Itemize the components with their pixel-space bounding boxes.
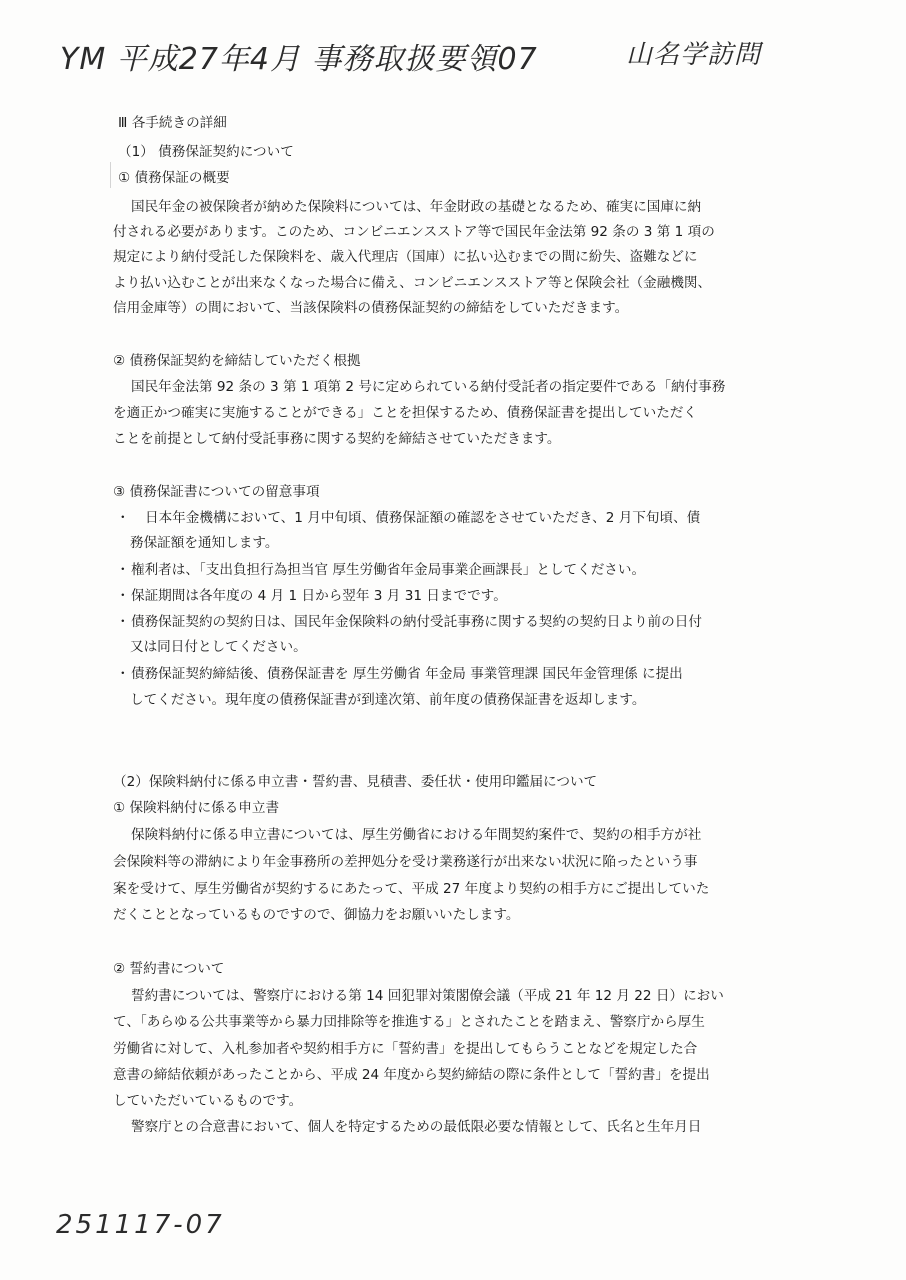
subsection-heading-1: （1） 債務保証契約について xyxy=(118,144,294,160)
paragraph-line: 信用金庫等）の間において、当該保険料の債務保証契約の締結をしていただきます。 xyxy=(113,300,629,316)
handwritten-name-note: 山名学訪問 xyxy=(626,40,762,70)
bullet: ・ xyxy=(116,666,130,682)
handwritten-header-note: YM 平成27年4月 事務取扱要領07 xyxy=(60,42,538,77)
bullet: ・ xyxy=(116,510,130,526)
paragraph-line: を適正かつ確実に実施することができる」ことを担保するため、債務保証書を提出していただく xyxy=(113,405,697,421)
paragraph-line: 保険料納付に係る申立書については、厚生労働省における年間契約案件で、契約の相手方が社 xyxy=(131,827,702,843)
bullet-item-line: してください。現年度の債務保証書が到達次第、前年度の債務保証書を返却します。 xyxy=(130,692,646,708)
paragraph-line: 警察庁との合意書において、個人を特定するための最低限必要な情報として、氏名と生年月日 xyxy=(131,1119,702,1135)
paragraph-line: 国民年金の被保険者が納めた保険料については、年金財政の基礎となるため、確実に国庫に納 xyxy=(131,199,702,215)
bullet-item-line: 又は同日付としてください。 xyxy=(130,639,307,655)
bullet-item-line: 債務保証契約の契約日は、国民年金保険料の納付受託事務に関する契約の契約日より前の日付 xyxy=(131,614,702,630)
paragraph-line: て、「あらゆる公共事業等から暴力団排除等を推進する」とされたことを踏まえ、警察庁から厚生 xyxy=(113,1014,705,1030)
paragraph-line: 誓約書については、警察庁における第 14 回犯罪対策閣僚会議（平成 21 年 12 月 22 日）におい xyxy=(131,988,724,1004)
paragraph-line: 労働省に対して、入札参加者や契約相手方に「誓約書」を提出してもらうことなどを規定した合 xyxy=(113,1041,698,1057)
bullet-item-line: 務保証額を通知します。 xyxy=(130,535,279,551)
paragraph-line: 付される必要があります。このため、コンビニエンスストア等で国民年金法第 92 条の 3 第 1 項の xyxy=(113,224,715,240)
paragraph-line: 規定により納付受託した保険料を、歳入代理店（国庫）に払い込むまでの間に紛失、盗難などに xyxy=(113,249,698,265)
bullet-item-line: 債務保証契約締結後、債務保証書を 厚生労働省 年金局 事業管理課 国民年金管理係 に提出 xyxy=(131,666,683,682)
bullet: ・ xyxy=(116,588,130,604)
bullet-item-line: 権利者は、「支出負担行為担当官 厚生労働省年金局事業企画課長」としてください。 xyxy=(131,562,646,578)
heading-1-1: ① 債務保証の概要 xyxy=(118,170,230,186)
paragraph-line: 国民年金法第 92 条の 3 第 1 項第 2 号に定められている納付受託者の指定要件である「納付事務 xyxy=(131,379,726,395)
handwritten-footer-number: 251117-07 xyxy=(56,1210,225,1240)
bullet-item-line: 日本年金機構において、1 月中旬頃、債務保証額の確認をさせていただき、2 月下旬頃、債 xyxy=(145,510,701,526)
heading-2-1: ① 保険料納付に係る申立書 xyxy=(113,800,280,816)
paragraph-line: だくこととなっているものですので、御協力をお願いいたします。 xyxy=(113,907,520,923)
paragraph-line: より払い込むことが出来なくなった場合に備え、コンビニエンスストア等と保険会社（金融機関、 xyxy=(113,275,712,291)
section-title: Ⅲ 各手続きの詳細 xyxy=(118,115,227,131)
bullet: ・ xyxy=(116,614,130,630)
bullet-item-line: 保証期間は各年度の 4 月 1 日から翌年 3 月 31 日までです。 xyxy=(131,588,507,604)
heading-1-3: ③ 債務保証書についての留意事項 xyxy=(113,484,320,500)
paragraph-line: 会保険料等の滞納により年金事務所の差押処分を受け業務遂行が出来ない状況に陥ったという事 xyxy=(113,854,698,870)
paragraph-line: 意書の締結依頼があったことから、平成 24 年度から契約締結の際に条件として「誓約書」を提出 xyxy=(113,1067,710,1083)
paragraph-line: 案を受けて、厚生労働省が契約するにあたって、平成 27 年度より契約の相手方にご提出していた xyxy=(113,881,710,897)
bullet: ・ xyxy=(116,562,130,578)
subsection-heading-2: （2）保険料納付に係る申立書・誓約書、見積書、委任状・使用印鑑届について xyxy=(113,774,598,790)
paragraph-line: していただいているものです。 xyxy=(113,1093,303,1109)
heading-1-2: ② 債務保証契約を締結していただく根拠 xyxy=(113,353,361,369)
heading-2-2: ② 誓約書について xyxy=(113,961,225,977)
paragraph-line: ことを前提として納付受託事務に関する契約を締結させていただきます。 xyxy=(113,431,561,447)
